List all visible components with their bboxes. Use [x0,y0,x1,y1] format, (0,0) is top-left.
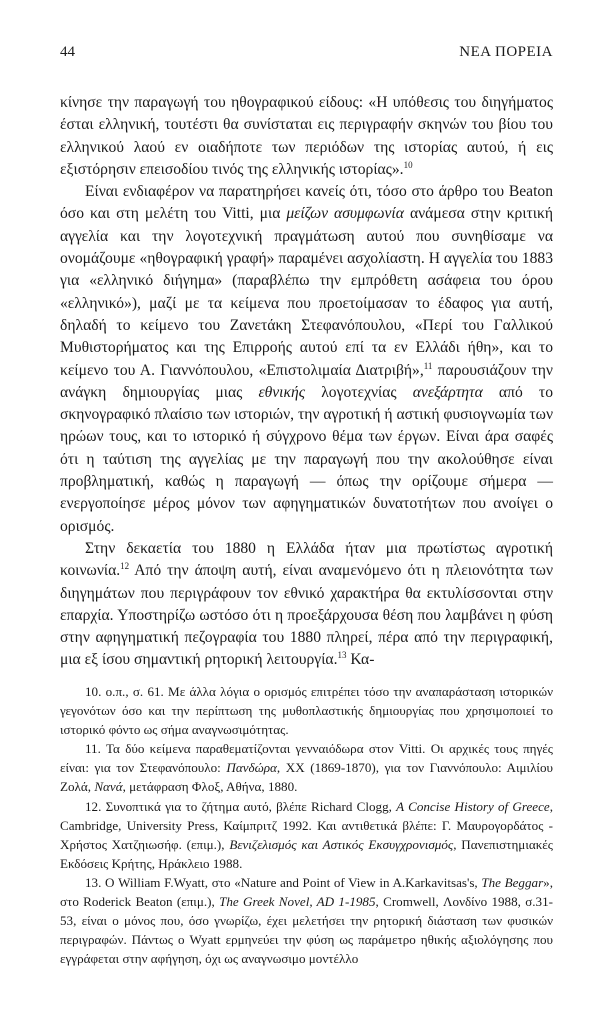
p3-text-c: Κα- [346,651,375,669]
footnote-ref-10[interactable]: 10 [403,159,413,170]
fn11-text-a: 11. Τα δύο κείμενα παραθεματίζονται γενναιόδωρα στον Vitti. Οι αρχικές τους πηγές είναι: για τον Στεφανόπουλο: [60,741,553,776]
fn12-text-c: , Πανεπιστημιακές Εκδόσεις Κρήτης, Ηράκλειο 1988. [60,836,553,871]
fn11-title-2: Νανά [94,779,123,795]
paragraph-3 [60,538,553,672]
paragraph-2 [60,181,553,538]
fn11-text-b: , ΧΧ (1869-1870), για τον Γιαννόπουλο: Αιμιλίου Ζολά, [60,760,553,795]
footnote-12 [60,797,553,873]
main-text [60,92,553,672]
footnote-ref-13[interactable]: 13 [337,650,347,661]
p2-text-d: λογοτεχνίας [305,383,413,401]
p2-text-e: από το σκηνογραφικό πλαίσιο των ιστοριών, την αγροτική ή αστική φυσιογνωμία των ηρώων τους, και το ιστορικό ή σύγχρονο θέμα των έργων. Είναι άρα σαφές ότι η ταύτιση της αγγελίας με την παραγωγή που την ακολούθησε είναι προβληματική, καθώς η παραγωγή — όπως την ορίζουμε σήμερα — ενεργοποίησε μέρος μόνον των αφηγηματικών δυνατοτήτων που ανοίγει ο ορισμός. [60,383,553,535]
fn13-title-1: The Beggar [481,874,544,890]
fn11-text-c: , μετάφραση Φλοξ, Αθήνα, 1880. [122,779,298,795]
fn13-text-a: 13. Ο William F.Wyatt, στο «Nature and Point of View in A.Karkavitsas's, [85,874,482,890]
page-header [60,44,553,64]
fn11-title-1: Πανδώρα [226,760,277,776]
fn12-title-2: Βενιζελισμός και Αστικός Εκσυγχρονισμός [229,836,454,852]
p2-emphasis-3: ανεξάρτητα [412,383,483,401]
paragraph-1-text: κίνησε την παραγωγή του ηθογραφικού είδους: «Η υπόθεσις του διηγήματος έσται ελληνική, τουτέστι θα συνίσταται εις περιγραφήν σκηνών του βίου του ελληνικού λαού εν οιαδήποτε των περιόδων της ιστορίας αυτού, ή εις εξιστόρησιν επεισοδίου τινός της ελληνικής ιστορίας». [60,94,553,178]
footnote-10: 10. ο.π., σ. 61. Με άλλα λόγια ο ορισμός επιτρέπει τόσο την αναπαράσταση ιστορικών γεγονότων όσο και την περίπτωση της μυθοπλαστικής δημιουργίας που χρησιμοποιεί το ιστορικό φόντο ως σήμα αναγνωσιμότητας. [60,684,553,738]
fn13-title-2: The Greek Novel, AD 1-1985 [219,894,376,910]
p2-emphasis-2: εθνικής [258,383,306,401]
p2-emphasis-1: μείζων ασυμφωνία [286,205,404,223]
running-head: ΝΕΑ ΠΟΡΕΙΑ [459,44,553,60]
footnotes [60,682,553,968]
p2-text-a: Είναι ενδιαφέρον να παρατηρήσει κανείς ότι, τόσο στο άρθρο του Beaton όσο και στη μελέτη του Vitti, μια [60,183,553,223]
footnote-11 [60,739,553,796]
fn12-title-1: A Concise History of Greece [396,798,550,814]
footnote-13 [60,873,553,968]
p3-text-b: Από την άποψη αυτή, είναι αναμενόμενο ότι η πλειονότητα των διηγημάτων που περιγράφουν τον εθνικό χαρακτήρα θα εκτυλίσσονται στην επαρχία. Υποστηρίζω ωστόσο ότι η προεξάρχουσα θέση που λαμβάνει η φύση στην αφηγηματική πεζογραφία του 1880 πληρεί, πέρα από την περιγραφική, μια εξ ίσου σημαντική ρητορική λειτουργία. [60,562,553,669]
p2-text-c: παρουσιάζουν την ανάγκη δημιουργίας μιας [60,361,553,401]
fn13-text-b: », στο Roderick Beaton (επιμ.), [60,874,553,910]
p2-text-b: ανάμεσα στην κριτική αγγελία και την λογοτεχνική πραγμάτωση αυτού που συνηθίσαμε να ονομάζουμε «ηθογραφική γραφή» παραμένει ασχολίαστη. Η αγγελία του 1883 για «ελληνικό διήγημα» (παραβλέπω την εμπρόθετη ασάφεια του όρου «ελληνικό»), μαζί με τα κείμενα που προετοίμασαν το έδαφος για αυτή, δηλαδή το κείμενο του Ζανετάκη Στεφανόπουλου, «Περί του Γαλλικού Μυθιστορήματος και της Επιρροής αυτού επί τα εν Ελλάδι ήθη», και το κείμενο του Α. Γιαννόπουλου, «Επιστολιμαία Διατριβή», [60,205,553,379]
fn13-text-c: , Cromwell, Λονδίνο 1988, σ.31-53, είναι ο μόνος που, όσο γνωρίζω, έχει μελετήσει την ρητορική διάσταση των φυσικών περιγραφών. Πάντως ο Wyatt ερμηνεύει την φύση ως παράμετρο ηθικής αξιολόγησης που εγγράφεται στην αφήγηση, όχι ως αναγνωσιμο μοντέλλο [60,894,553,967]
footnote-ref-12[interactable]: 12 [120,561,130,572]
fn12-text-a: 12. Συνοπτικά για το ζήτημα αυτό, βλέπε Richard Clogg, [85,798,397,814]
paragraph-1 [60,92,553,181]
page-number: 44 [60,44,75,60]
footnote-ref-11[interactable]: 11 [423,360,433,371]
fn12-text-b: , Cambridge, University Press, Καίμπριτζ 1992. Και αντιθετικά βλέπε: Γ. Μαυρογορδάτος - Χρήστος Χατζηιωσήφ. (επιμ.), [60,798,553,852]
p3-text-a: Στην δεκαετία του 1880 η Ελλάδα ήταν μια πρωτίστως αγροτική κοινωνία. [60,539,553,580]
